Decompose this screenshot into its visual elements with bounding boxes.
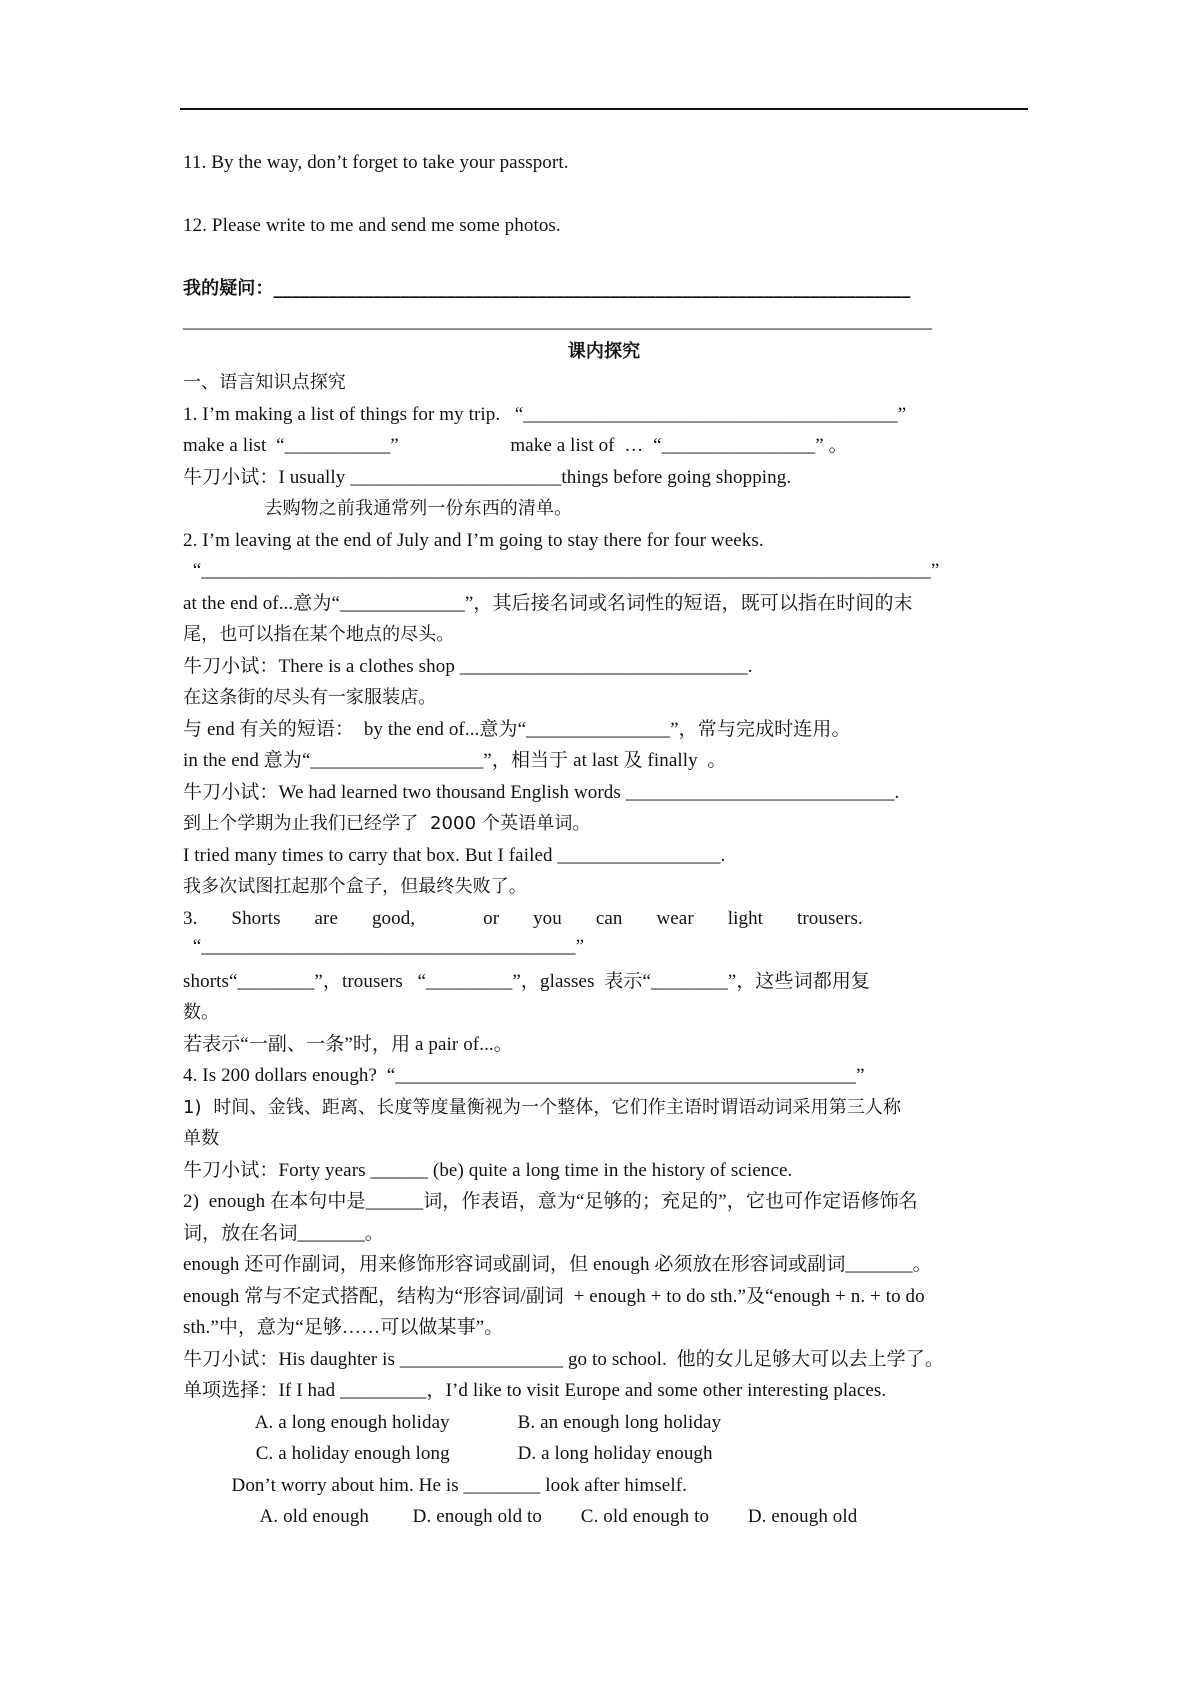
exercise-line: I tried many times to carry that box. But I failed _________________. [183,845,726,866]
point-3: 3. Shorts are good, or you can wear light trousers. [183,908,863,929]
text-line: 尾，也可以指在某个地点的尽头。 [183,624,455,645]
text-line: 1) 时间、金钱、距离、长度等度量衡视为一个整体，它们作主语时谓语动词采用第三人称 [183,1097,902,1118]
multiple-choice-question: Don’t worry about him. He is ________ look after himself. [183,1475,687,1496]
text-line: 单数 [183,1128,220,1149]
text-line: 若表示“一副、一条”时，用 a pair of...。 [183,1034,513,1055]
exercise-line: 牛刀小试：I usually ______________________things before going shopping. [183,467,792,488]
section-heading: 课内探究 [567,341,641,362]
multiple-choice-question: 单项选择：If I had _________，I’d like to visit Europe and some other interesting places. [183,1380,887,1401]
point-4: 4. Is 200 dollars enough? “________________________________________________” [183,1065,865,1086]
translation-line: 到上个学期为止我们已经学了 2000 个英语单词。 [183,813,591,834]
point-1: 1. I’m making a list of things for my trip. “_______________________________________” [183,404,907,425]
exercise-line: 牛刀小试：We had learned two thousand English words ____________________________. [183,782,900,803]
text-line: enough 常与不定式搭配，结构为“形容词/副词 + enough + to do sth.”及“enough + n. + to do [183,1286,925,1307]
text-line: 与 end 有关的短语： by the end of...意为“_______________”，常与完成时连用。 [183,719,851,740]
text-line: at the end of...意为“_____________”，其后接名词或名词性的短语，既可以指在时间的末 [183,593,913,614]
translation-line: 在这条街的尽头有一家服装店。 [183,687,437,708]
sentence-11: 11. By the way, don’t forget to take your passport. [183,152,569,173]
exercise-line: 牛刀小试：Forty years ______ (be) quite a long time in the history of science. [183,1160,793,1181]
option-line: A. old enough D. enough old to C. old enough to D. enough old [183,1506,858,1527]
translation-line: 去购物之前我通常列一份东西的清单。 [183,498,573,519]
subsection-title: 一、语言知识点探究 [183,372,346,393]
point-2: 2. I’m leaving at the end of July and I’m going to stay there for four weeks. [183,530,764,551]
text-line: 数。 [183,1002,220,1023]
answer-blank-line: “_______________________________________” [183,936,585,957]
exercise-line: 牛刀小试：There is a clothes shop ______________________________. [183,656,753,677]
option-line: A. a long enough holiday B. an enough long holiday [183,1412,722,1433]
answer-blank-line: ______________________________________________________________________________ [183,311,932,332]
text-line: 2) enough 在本句中是______词，作表语，意为“足够的；充足的”，它也可作定语修饰名 [183,1191,918,1212]
text-line: shorts“________”，trousers “_________”，glasses 表示“________”，这些词都用复 [183,971,871,992]
text-line: sth.”中，意为“足够……可以做某事”。 [183,1317,504,1338]
sentence-12: 12. Please write to me and send me some photos. [183,215,561,236]
header-rule [180,108,1028,110]
text-line: 词，放在名词_______。 [183,1223,384,1244]
option-line: C. a holiday enough long D. a long holiday enough [183,1443,713,1464]
text-line: enough 还可作副词，用来修饰形容词或副词，但 enough 必须放在形容词或副词_______。 [183,1254,932,1275]
text-line: make a list “___________” make a list of … “________________” 。 [183,435,848,456]
answer-blank-line: “____________________________________________________________________________” [183,560,940,581]
my-questions-line: 我的疑问：______________________________________________________________________ [183,278,911,299]
exercise-line: 牛刀小试：His daughter is _________________ go to school. 他的女儿足够大可以去上学了。 [183,1349,944,1370]
text-line: in the end 意为“__________________”，相当于 at last 及 finally 。 [183,750,727,771]
translation-line: 我多次试图扛起那个盒子，但最终失败了。 [183,876,527,897]
